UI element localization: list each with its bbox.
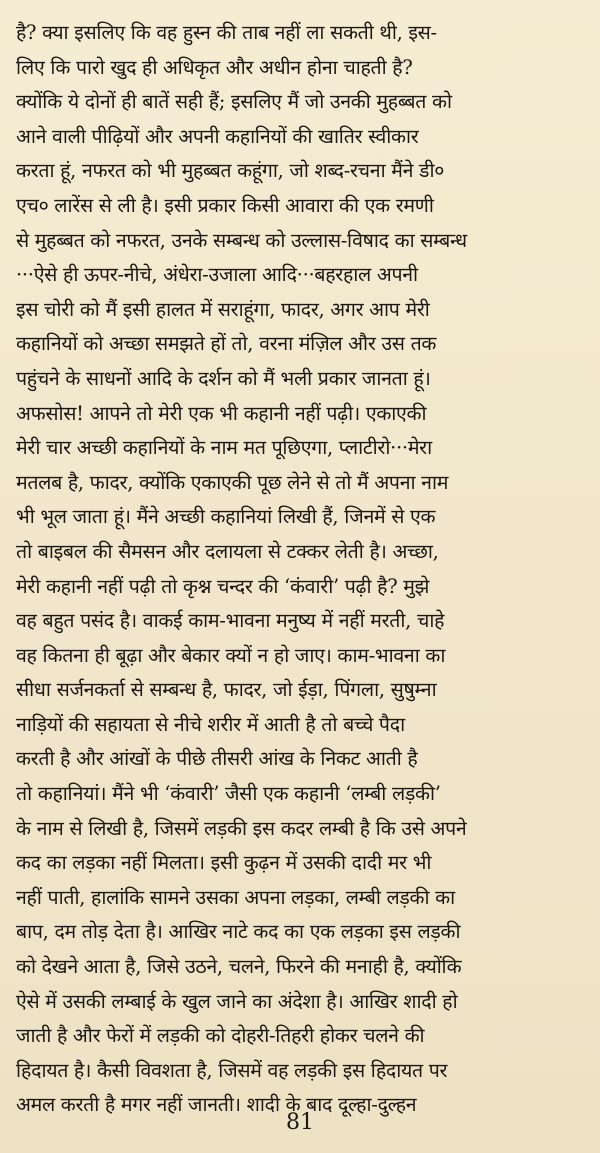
text-line: पहुंचने के साधनों आदि के दर्शन को मैं भली प्रकार जानता हूं। [16, 366, 431, 390]
text-line: हिदायत है। कैसी विवशता है, जिसमें वह लड़की इस हिदायत पर [16, 1058, 448, 1082]
text-line: ···ऐसे ही ऊपर-नीचे, अंधेरा-उजाला आदि···बहरहाल अपनी [16, 263, 418, 287]
text-line: बाप, दम तोड़ देता है। आखिर नाटे कद का एक लड़का इस लड़की [16, 920, 461, 944]
text-line: कहानियों को अच्छा समझते हों तो, वरना मंज़िल और उस तक [16, 332, 437, 356]
text-line: तो बाइबल की सैमसन और दलायला से टक्कर लेती है। अच्छा, [16, 539, 439, 563]
text-line: क्योंकि ये दोनों ही बातें सही हैं; इसलिए मैं जो उनकी मुहब्बत को [16, 90, 452, 114]
text-line: वह बहुत पसंद है। वाकई काम-भावना मनुष्य में नहीं मरती, चाहे [16, 609, 445, 633]
text-line: से मुहब्बत को नफरत, उनके सम्बन्ध को उल्लास-विषाद का सम्बन्ध [16, 228, 467, 252]
text-line: करता हूं, नफरत को भी मुहब्बत कहूंगा, जो शब्द-रचना मैंने डी० [16, 159, 445, 183]
body-text [16, 16, 588, 1123]
text-line: सीधा सर्जनकर्ता से सम्बन्ध है, फादर, जो ईड़ा, पिंगला, सुषुम्ना [16, 678, 437, 702]
text-line: को देखने आता है, जिसे उठने, चलने, फिरने की मनाही है, क्योंकि [16, 955, 462, 979]
text-line: नहीं पाती, हालांकि सामने उसका अपना लड़का, लम्बी लड़की का [16, 885, 455, 909]
page-number: 81 [286, 1110, 314, 1135]
text-line: मेरी चार अच्छी कहानियों के नाम मत पूछिएगा, प्लाटीरो···मेरा [16, 436, 432, 460]
text-line: एच० लारेंस से ली है। इसी प्रकार किसी आवारा की एक रमणी [16, 193, 434, 217]
text-line: करती है और आंखों के पीछे तीसरी आंख के निकट आती है [16, 747, 418, 771]
text-line: कद का लड़का नहीं मिलता। इसी कुढ़न में उसकी दादी मर भी [16, 851, 432, 875]
text-line: लिए कि पारो खुद ही अधिकृत और अधीन होना चाहती है? [16, 55, 413, 79]
text-line: अफसोस! आपने तो मेरी एक भी कहानी नहीं पढ़ी। एकाएकी [16, 401, 427, 425]
text-line: नाड़ियों की सहायता से नीचे शरीर में आती है तो बच्चे पैदा [16, 712, 405, 736]
text-line: तो कहानियां। मैंने भी ‘कंवारी’ जैसी एक कहानी ‘लम्बी लड़की’ [16, 782, 441, 806]
text-line: है? क्या इसलिए कि वह हुस्न की ताब नहीं ला सकती थी, इस- [16, 21, 437, 44]
text-line: ऐसे में उसकी लम्बाई के खुल जाने का अंदेशा है। आखिर शादी हो [16, 989, 458, 1013]
text-line: इस चोरी को मैं इसी हालत में सराहूंगा, फादर, अगर आप मेरी [16, 297, 430, 321]
text-line: अमल करती है मगर नहीं जानती। शादी के बाद दूल्हा-दुल्हन [16, 1093, 417, 1117]
text-line: वह कितना ही बूढ़ा और बेकार क्यों न हो जाए। काम-भावना का [16, 643, 446, 667]
text-line: के नाम से लिखी है, जिसमें लड़की इस कदर लम्बी है कि उसे अपने [16, 816, 467, 840]
text-line: जाती है और फेरों में लड़की को दोहरी-तिहरी होकर चलने की [16, 1024, 425, 1048]
text-line: मेरी कहानी नहीं पढ़ी तो कृश्न चन्दर की ‘कंवारी’ पढ़ी है? मुझे [16, 574, 430, 598]
text-line: आने वाली पीढ़ियों और अपनी कहानियों की खातिर स्वीकार [16, 124, 419, 148]
text-line: मतलब है, फादर, क्योंकि एकाएकी पूछ लेने से तो मैं अपना नाम [16, 470, 449, 494]
text-line: भी भूल जाता हूं। मैंने अच्छी कहानियां लिखी हैं, जिनमें से एक [16, 505, 436, 529]
